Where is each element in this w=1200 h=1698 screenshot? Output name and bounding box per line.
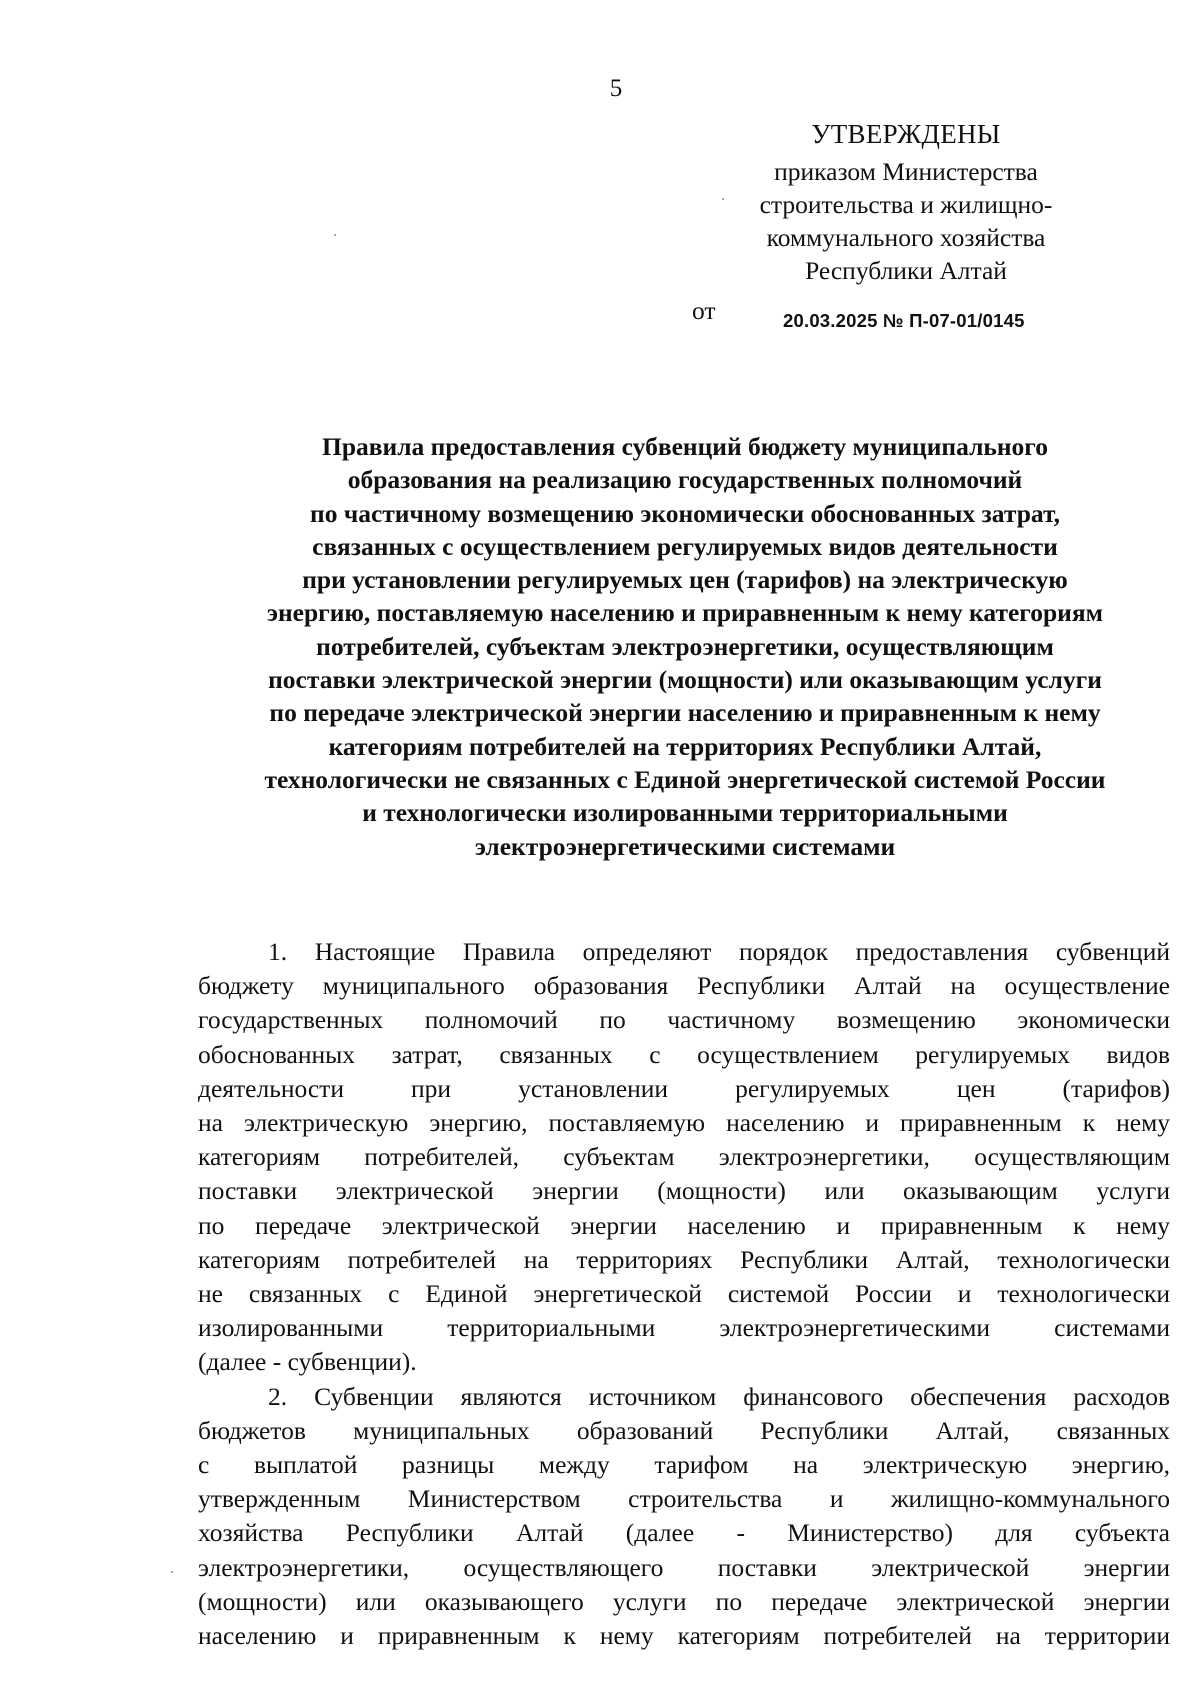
paragraph-1-line: 1. Настоящие Правила определяют порядок предоставления субвенций <box>268 937 1170 966</box>
body-text <box>198 935 1170 1653</box>
title-line: Правила предоставления субвенций бюджету муниципального <box>321 432 1048 461</box>
paragraph-1-line: по передаче электрической энергии населению и приравненным к нему <box>198 1210 1170 1240</box>
paragraph-2-line: электроэнергетики, осуществляющего поставки электрической энергии <box>198 1552 1170 1582</box>
paragraph-1-line: обоснованных затрат, связанных с осуществлением регулируемых видов <box>198 1039 1170 1069</box>
title-line: связанных с осуществлением регулируемых видов деятельности <box>312 531 1058 561</box>
paragraph-1-line: изолированными территориальными электроэнергетическими системами <box>198 1313 1170 1343</box>
title-line: поставки электрической энергии (мощности) или оказывающим услуги <box>268 665 1102 695</box>
document-title <box>190 430 1180 863</box>
paragraph-1-line: категориям потребителей на территориях Республики Алтай, технологически <box>198 1244 1170 1274</box>
title-line: категориям потребителей на территориях Республики Алтай, <box>328 731 1042 761</box>
title-line: электроэнергетическими системами <box>474 831 896 861</box>
title-line: образования на реализацию государственных полномочий <box>347 465 1023 495</box>
paragraph-2-line: хозяйства Республики Алтай (далее - Министерство) для субъекта <box>198 1518 1170 1548</box>
scan-speck <box>171 1571 173 1573</box>
from-label: от <box>692 296 716 325</box>
title-line: по частичному возмещению экономически обоснованных затрат, <box>310 498 1060 528</box>
paragraph-2-line: утвержденным Министерством строительства и жилищно-коммунального <box>198 1484 1170 1514</box>
approval-line: приказом Министерства <box>774 157 1038 186</box>
approval-line: коммунального хозяйства <box>766 223 1046 252</box>
approved-heading: УТВЕРЖДЕНЫ <box>811 119 1001 149</box>
title-line: потребителей, субъектам электроэнергетики, осуществляющим <box>316 631 1054 661</box>
paragraph-2-line: с выплатой разницы между тарифом на электрическую энергию, <box>198 1450 1170 1480</box>
title-line: технологически не связанных с Единой энергетической системой России <box>264 764 1106 794</box>
paragraph-1-line: государственных полномочий по частичному возмещению экономически <box>198 1005 1170 1035</box>
title-line: при установлении регулируемых цен (тарифов) на электрическую <box>302 565 1068 595</box>
title-line: и технологически изолированными территориальными <box>362 798 1008 828</box>
approval-line: Республики Алтай <box>805 256 1007 285</box>
scan-speck <box>722 198 724 200</box>
approval-block <box>730 118 1082 287</box>
page-number: 5 <box>609 75 623 102</box>
paragraph-1-line: не связанных с Единой энергетической системой России и технологически <box>198 1279 1170 1309</box>
title-line: по передаче электрической энергии населению и приравненным к нему <box>269 698 1101 728</box>
paragraph-2-line: 2. Субвенции являются источником финансового обеспечения расходов <box>268 1381 1170 1411</box>
paragraph-2-line: бюджетов муниципальных образований Республики Алтай, связанных <box>198 1415 1170 1445</box>
order-reference: 20.03.2025 № П-07-01/0145 <box>783 310 1025 331</box>
paragraph-1-line: бюджету муниципального образования Республики Алтай на осуществление <box>198 971 1170 1001</box>
paragraph-1-line: на электрическую энергию, поставляемую населению и приравненным к нему <box>198 1108 1170 1138</box>
approval-line: строительства и жилищно- <box>759 190 1053 219</box>
paragraph-1-line: поставки электрической энергии (мощности) или оказывающим услуги <box>198 1176 1170 1206</box>
paragraph-1-line: (далее - субвенции). <box>198 1347 417 1377</box>
paragraph-1-line: деятельности при установлении регулируемых цен (тарифов) <box>198 1073 1170 1103</box>
paragraph-2-line: (мощности) или оказывающего услуги по передаче электрической энергии <box>198 1586 1170 1616</box>
paragraph-1-line: категориям потребителей, субъектам электроэнергетики, осуществляющим <box>198 1142 1170 1172</box>
scan-speck <box>334 234 336 236</box>
title-line: энергию, поставляемую населению и приравненным к нему категориям <box>266 598 1104 628</box>
paragraph-2-line: населению и приравненным к нему категориям потребителей на территории <box>198 1621 1170 1651</box>
